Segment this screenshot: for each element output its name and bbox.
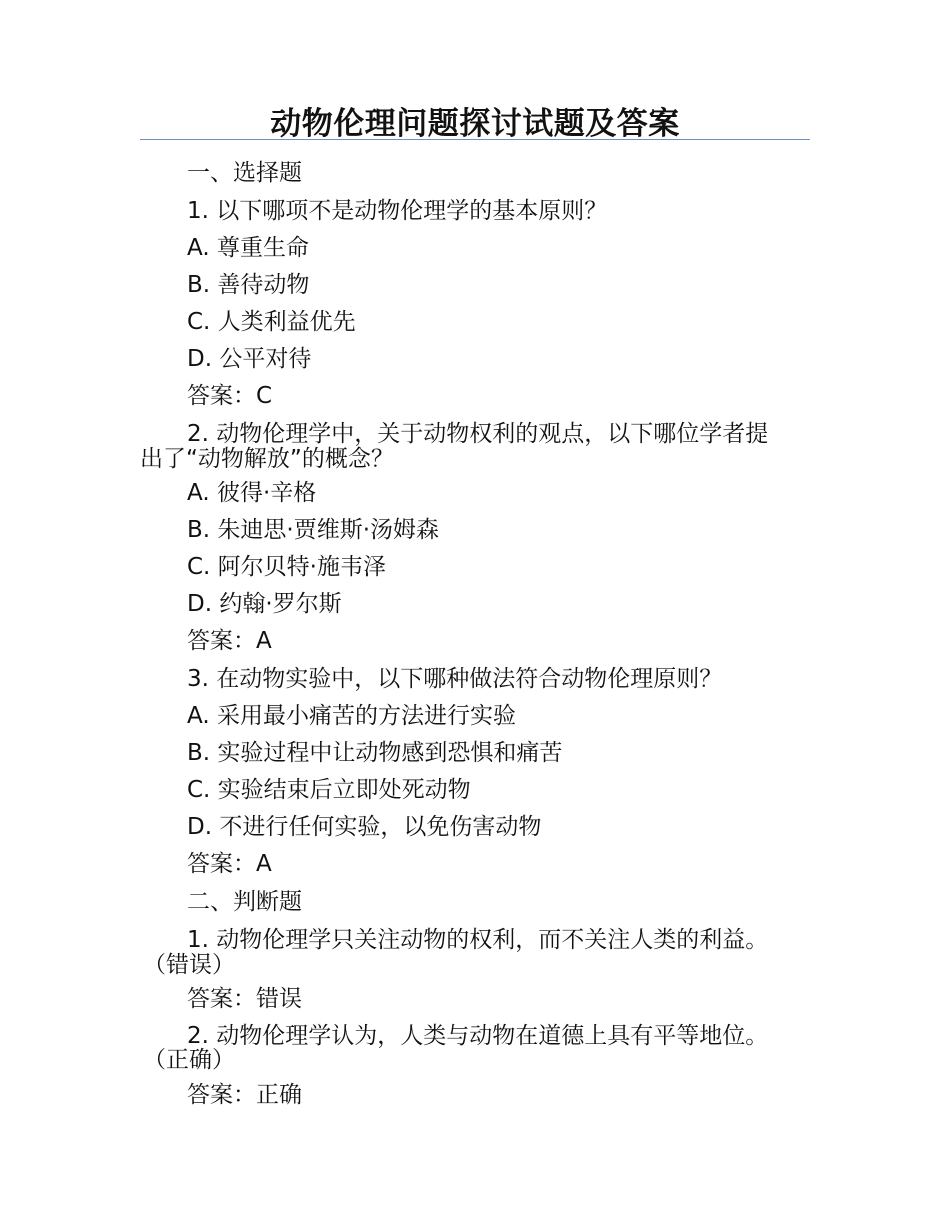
q2-option-d: D. 约翰·罗尔斯 bbox=[187, 591, 342, 617]
q1-option-b: B. 善待动物 bbox=[187, 272, 310, 298]
document-title: 动物伦理问题探讨试题及答案 bbox=[270, 106, 680, 142]
q3-option-a: A. 采用最小痛苦的方法进行实验 bbox=[187, 703, 516, 729]
q3-option-b: B. 实验过程中让动物感到恐惧和痛苦 bbox=[187, 740, 563, 766]
question-2-line-1: 2. 动物伦理学中，关于动物权利的观点，以下哪位学者提 bbox=[187, 421, 769, 447]
section-heading-judgment: 二、判断题 bbox=[187, 889, 302, 915]
title-underline bbox=[140, 139, 810, 140]
judgment-1-line-2: （错误） bbox=[143, 952, 235, 978]
question-1: 1. 以下哪项不是动物伦理学的基本原则？ bbox=[187, 198, 608, 224]
section-heading-choice: 一、选择题 bbox=[187, 160, 302, 186]
j1-answer: 答案：错误 bbox=[187, 986, 302, 1012]
q1-option-d: D. 公平对待 bbox=[187, 346, 312, 372]
question-2-line-2: 出了“动物解放”的概念？ bbox=[140, 446, 394, 472]
judgment-2-line-1: 2. 动物伦理学认为，人类与动物在道德上具有平等地位。 bbox=[187, 1023, 769, 1049]
q2-option-c: C. 阿尔贝特·施韦泽 bbox=[187, 554, 386, 580]
q2-answer: 答案：A bbox=[187, 628, 272, 654]
q3-answer: 答案：A bbox=[187, 851, 272, 877]
j2-answer: 答案：正确 bbox=[187, 1082, 302, 1108]
q1-option-a: A. 尊重生命 bbox=[187, 235, 309, 261]
q3-option-c: C. 实验结束后立即处死动物 bbox=[187, 777, 471, 803]
judgment-1-line-1: 1. 动物伦理学只关注动物的权利，而不关注人类的利益。 bbox=[187, 927, 769, 953]
question-3: 3. 在动物实验中，以下哪种做法符合动物伦理原则？ bbox=[187, 666, 723, 692]
q1-option-c: C. 人类利益优先 bbox=[187, 309, 356, 335]
q2-option-a: A. 彼得·辛格 bbox=[187, 480, 317, 506]
q2-option-b: B. 朱迪思·贾维斯·汤姆森 bbox=[187, 517, 440, 543]
judgment-2-line-2: （正确） bbox=[143, 1047, 235, 1073]
q3-option-d: D. 不进行任何实验，以免伤害动物 bbox=[187, 814, 542, 840]
q1-answer: 答案：C bbox=[187, 383, 273, 409]
